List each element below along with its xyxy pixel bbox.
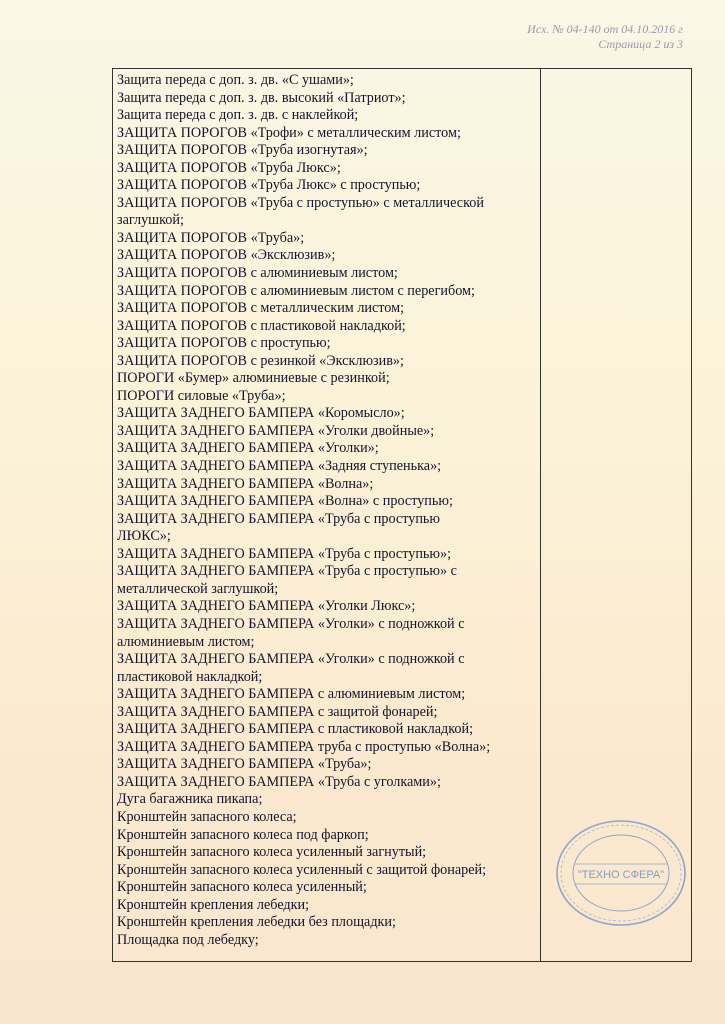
list-item: ЗАЩИТА ЗАДНЕГО БАМПЕРА «Уголки двойные»; (117, 422, 435, 439)
list-item: ЗАЩИТА ПОРОГОВ «Трофи» с металлическим листом; (117, 124, 461, 141)
list-item: Кронштейн крепления лебедки без площадки; (117, 914, 396, 931)
list-item: Кронштейн запасного колеса усиленный; (117, 879, 367, 896)
seal-name: "ТЕХНО СФЕРА" (577, 869, 665, 881)
list-item: ЗАЩИТА ЗАДНЕГО БАМПЕРА «Уголки»; (117, 440, 379, 457)
list-item: металлической заглушкой; (117, 580, 279, 597)
list-item: Дуга багажника пикапа; (117, 791, 263, 808)
list-item: ЗАЩИТА ПОРОГОВ с металлическим листом; (117, 300, 405, 317)
list-item: Кронштейн крепления лебедки; (117, 896, 310, 913)
list-item: ЗАЩИТА ЗАДНЕГО БАМПЕРА «Волна» с проступью; (117, 493, 453, 510)
list-item: алюминиевым листом; (117, 633, 255, 650)
list-item: пластиковой накладкой; (117, 668, 263, 685)
page-number: Страница 2 из 3 (598, 37, 683, 51)
list-item: ЗАЩИТА ПОРОГОВ с проступью; (117, 335, 331, 352)
list-item: Защита переда с доп. з. дв. высокий «Патриот»; (117, 89, 406, 106)
list-item: Кронштейн запасного колеса усиленный с защитой фонарей; (117, 861, 487, 878)
list-item: ЗАЩИТА ПОРОГОВ «Труба»; (117, 229, 305, 246)
list-item: ЗАЩИТА ЗАДНЕГО БАМПЕРА с пластиковой накладкой; (117, 721, 474, 738)
list-item: ЗАЩИТА ПОРОГОВ с алюминиевым листом с перегибом; (117, 282, 475, 299)
list-item: ЗАЩИТА ЗАДНЕГО БАМПЕРА труба с проступью «Волна»; (117, 738, 491, 755)
list-item: ЗАЩИТА ЗАДНЕГО БАМПЕРА «Труба с проступью» с (117, 563, 457, 580)
list-item: ПОРОГИ «Бумер» алюминиевые с резинкой; (117, 370, 390, 387)
list-item: ЗАЩИТА ЗАДНЕГО БАМПЕРА с защитой фонарей; (117, 703, 438, 720)
list-item: ЗАЩИТА ЗАДНЕГО БАМПЕРА «Коромысло»; (117, 405, 405, 422)
item-list (117, 72, 537, 949)
list-item: ЗАЩИТА ЗАДНЕГО БАМПЕРА «Уголки Люкс»; (117, 598, 416, 615)
list-item: Кронштейн запасного колеса усиленный загнутый; (117, 844, 427, 861)
column-divider (540, 69, 541, 961)
list-item: ЗАЩИТА ПОРОГОВ с пластиковой накладкой; (117, 317, 406, 334)
company-seal (553, 818, 689, 928)
list-item: Площадка под лебедку; (117, 931, 259, 948)
list-item: ЗАЩИТА ЗАДНЕГО БАМПЕРА «Уголки» с подножкой с (117, 615, 465, 632)
list-item: Защита переда с доп. з. дв. «С ушами»; (117, 72, 354, 88)
outgoing-ref: Исх. № 04-140 от 04.10.2016 г (527, 22, 683, 36)
list-item: Кронштейн запасного колеса под фаркоп; (117, 826, 369, 843)
list-item: ЗАЩИТА ПОРОГОВ с резинкой «Эксклюзив»; (117, 352, 404, 369)
list-item: ЗАЩИТА ЗАДНЕГО БАМПЕРА «Задняя ступенька»; (117, 458, 442, 475)
list-item: Кронштейн запасного колеса; (117, 808, 297, 825)
list-item: ЗАЩИТА ЗАДНЕГО БАМПЕРА «Волна»; (117, 475, 374, 492)
list-item: ЗАЩИТА ПОРОГОВ «Труба изогнутая»; (117, 142, 368, 159)
list-item: ЗАЩИТА ЗАДНЕГО БАМПЕРА с алюминиевым листом; (117, 686, 466, 703)
list-item: ЗАЩИТА ЗАДНЕГО БАМПЕРА «Труба с уголками»; (117, 773, 441, 790)
list-item: ЗАЩИТА ПОРОГОВ «Эксклюзив»; (117, 247, 336, 264)
list-item: ЗАЩИТА ПОРОГОВ «Труба Люкс» с проступью; (117, 177, 421, 194)
list-item: ЗАЩИТА ПОРОГОВ с алюминиевым листом; (117, 265, 398, 282)
document-header (527, 22, 683, 52)
list-item: ЗАЩИТА ПОРОГОВ «Труба с проступью» с металлической (117, 194, 484, 211)
list-item: ЗАЩИТА ЗАДНЕГО БАМПЕРА «Труба»; (117, 756, 372, 773)
list-item: заглушкой; (117, 212, 184, 229)
list-item: ЗАЩИТА ЗАДНЕГО БАМПЕРА «Уголки» с подножкой с (117, 651, 465, 668)
list-item: ЗАЩИТА ПОРОГОВ «Труба Люкс»; (117, 159, 341, 176)
list-item: Защита переда с доп. з. дв. с наклейкой; (117, 107, 359, 124)
list-item: ЗАЩИТА ЗАДНЕГО БАМПЕРА «Труба с проступью»; (117, 545, 452, 562)
list-item: ЛЮКС»; (117, 528, 171, 545)
list-item: ЗАЩИТА ЗАДНЕГО БАМПЕРА «Труба с проступью (117, 510, 440, 527)
list-item: ПОРОГИ силовые «Труба»; (117, 387, 286, 404)
